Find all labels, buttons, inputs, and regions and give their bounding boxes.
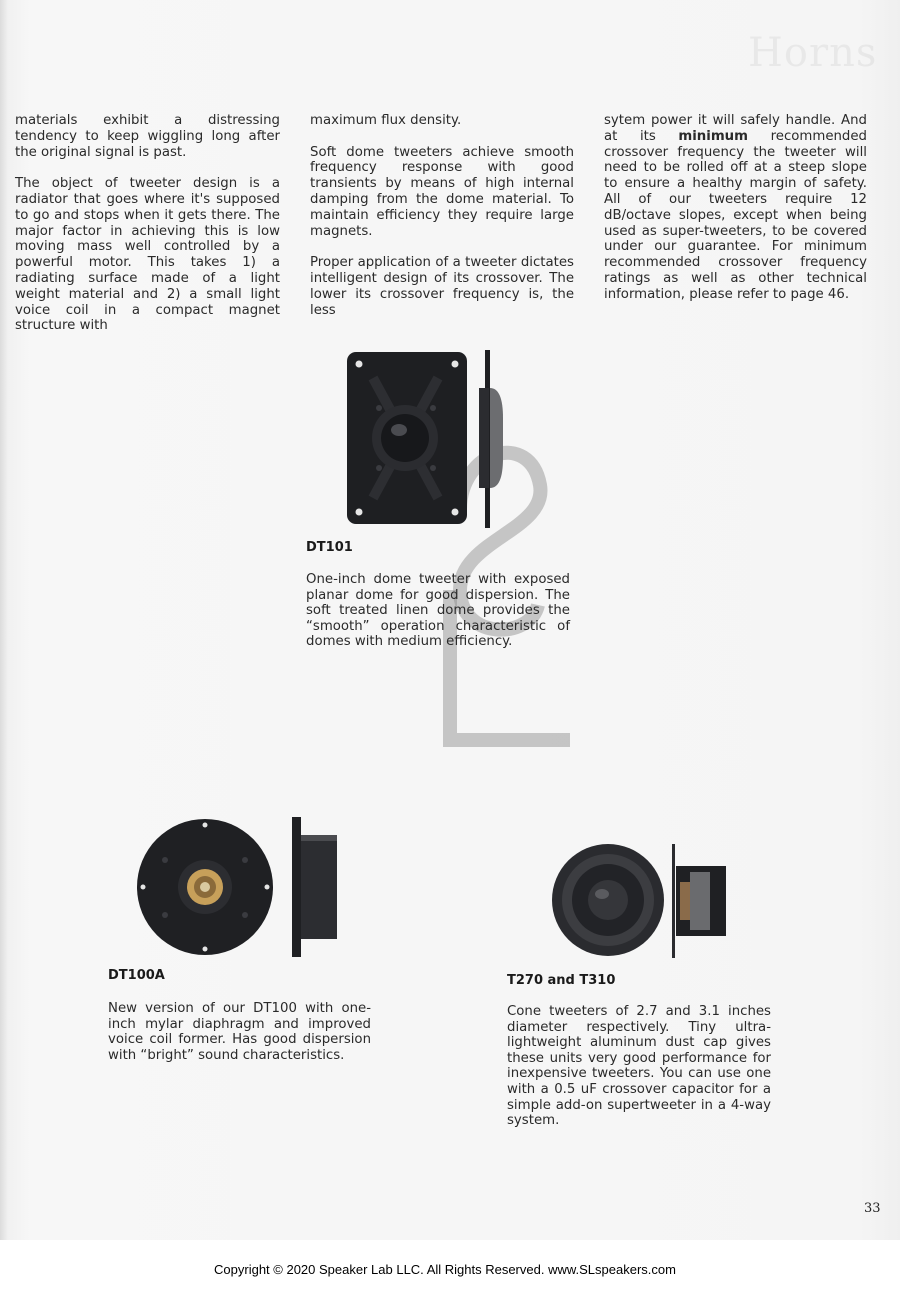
paragraph: sytem power it will safely handle. And at its minimum recommended crossover frequency the tweeter will need to be rolled off at a steep slope to ensure a healthy margin of safety. All of our tweeters require 12 dB/octave slopes, except when being used as super-tweeters, to be covered under our guarantee. For minimum recommended crossover frequency ratings as well as other technical information, please refer to page 46. [604,113,867,302]
emphasis-minimum: minimum [678,128,749,144]
copyright-footer: Copyright © 2020 Speaker Lab LLC. All Rights Reserved. www.SLspeakers.com [214,1262,676,1277]
paragraph: maximum flux density. [310,113,462,128]
bleed-through-title: Horns [748,30,878,76]
text-column-1 [15,113,280,350]
text-column-2 [310,113,574,334]
product-description-dt101: One-inch dome tweeter with exposed planar dome for good dispersion. The soft treated linen dome provides the “smooth” operation characteristic of domes with medium efficiency. [306,572,570,650]
product-description-dt100a: New version of our DT100 with one-inch mylar diaphragm and improved voice coil former. Has good dispersion with “bright” sound characteristics. [108,1001,371,1063]
dt101-tweeter-photo [343,348,503,530]
dt100a-tweeter-photo [135,815,340,960]
page-number: 33 [864,1201,881,1216]
t270-t310-tweeter-photo [550,842,730,960]
paragraph: The object of tweeter design is a radiator that goes where it's supposed to go and stops when it gets there. The major factor in achieving this is low moving mass well controlled by a powerful motor. This takes 1) a radiating surface made of a light weight material and 2) a small light voice coil in a compact magnet structure with [15,176,280,334]
paragraph: materials exhibit a distressing tendency to keep wiggling long after the original signal is past. [15,113,280,160]
product-label-dt101: DT101 [306,540,353,555]
product-description-t270-t310: Cone tweeters of 2.7 and 3.1 inches diameter respectively. Tiny ultra-lightweight aluminum dust cap gives these units very good performance for inexpensive tweeters. You can use one with a 0.5 uF crossover capacitor for a simple add-on supertweeter in a 4-way system. [507,1004,771,1129]
paragraph: Soft dome tweeters achieve smooth frequency response with good transients by means of high internal damping from the dome material. To maintain efficiency they require large magnets. [310,144,574,239]
paragraph: Proper application of a tweeter dictates intelligent design of its crossover. The lower its crossover frequency is, the less [310,255,574,318]
product-label-t270-t310: T270 and T310 [507,973,616,988]
product-label-dt100a: DT100A [108,968,165,983]
text-column-3 [604,113,867,318]
